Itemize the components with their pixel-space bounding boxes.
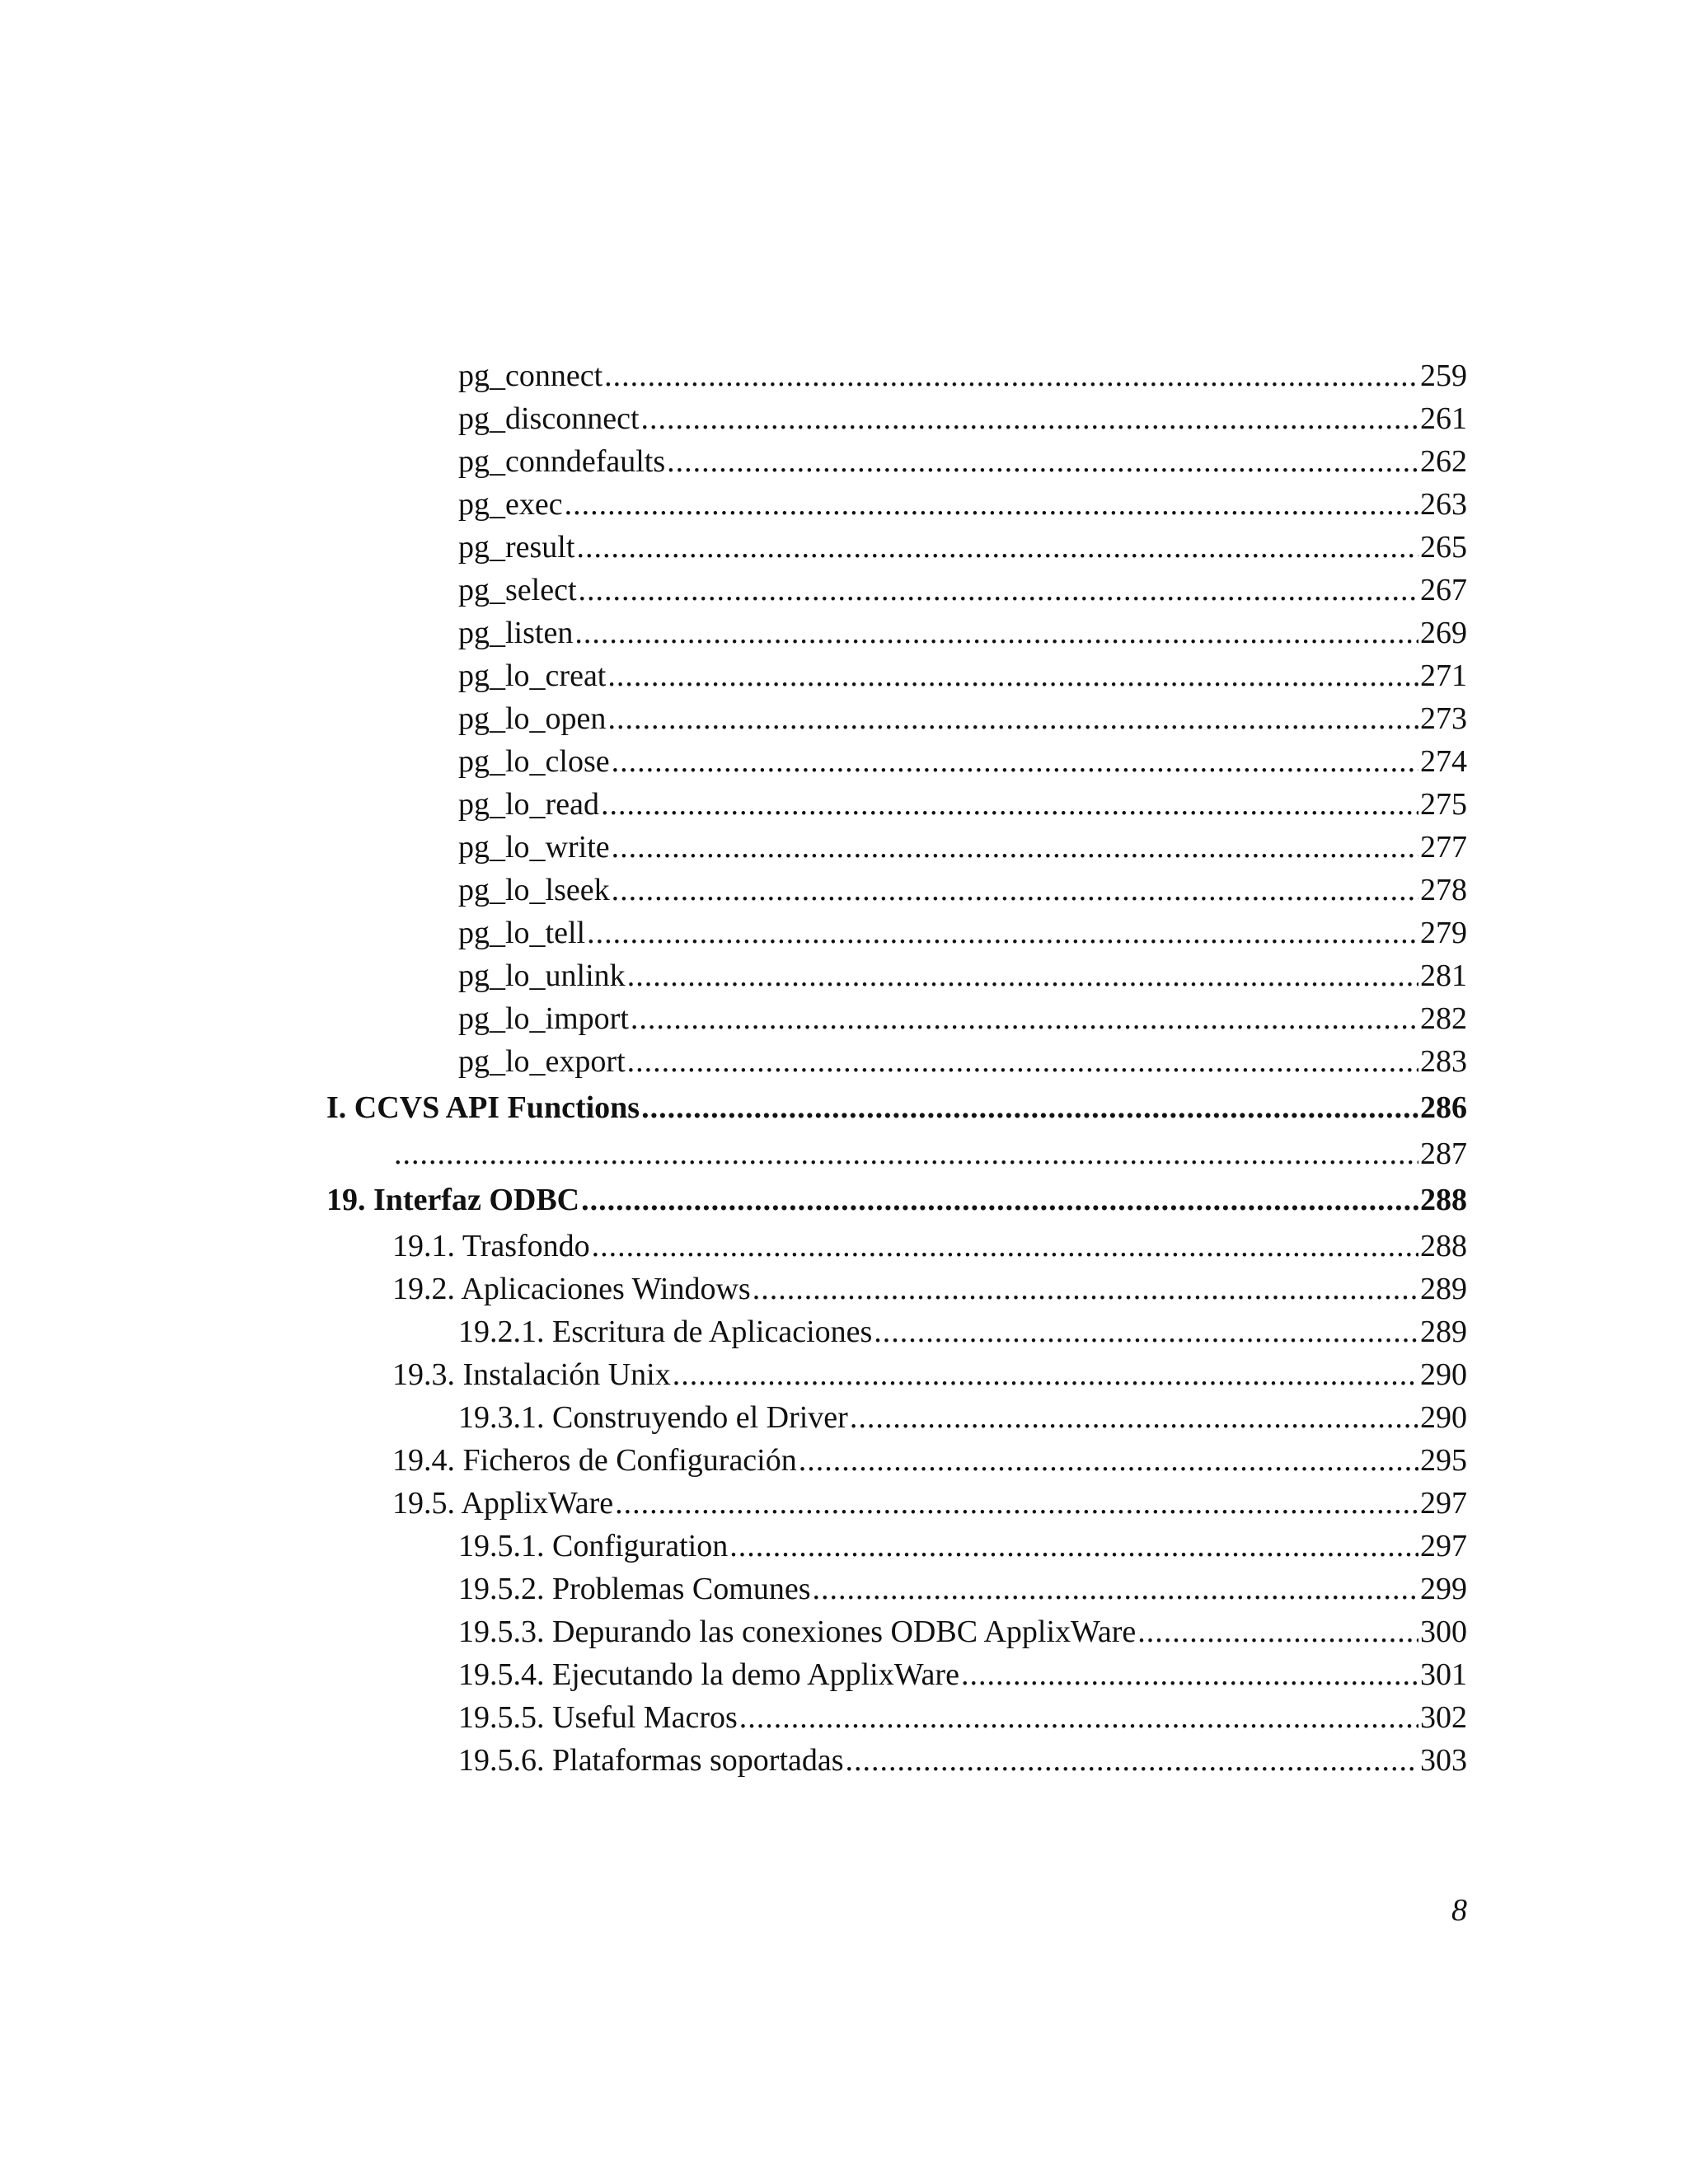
toc-entry-page: 267 <box>1420 573 1467 607</box>
toc-entry-title: pg_disconnect <box>458 401 640 436</box>
toc-entry[interactable] <box>326 1439 1467 1482</box>
toc-entry-title: 19.3.1. Construyendo el Driver <box>458 1400 848 1435</box>
toc-dot-leader <box>812 1568 1418 1610</box>
toc-dot-leader <box>574 612 1418 654</box>
toc-entry-page: 290 <box>1420 1357 1467 1392</box>
toc-entry-page: 262 <box>1420 444 1467 479</box>
toc-dot-leader <box>579 569 1418 612</box>
toc-entry-title: pg_lo_close <box>458 744 610 779</box>
toc-entry-title: pg_exec <box>458 487 563 522</box>
toc-dot-leader <box>607 654 1418 697</box>
toc-entry-page: 283 <box>1420 1044 1467 1079</box>
toc-entry[interactable] <box>326 1175 1467 1225</box>
toc-entry[interactable] <box>326 1396 1467 1439</box>
toc-entry-title: pg_lo_open <box>458 701 607 736</box>
toc-entry[interactable] <box>326 912 1467 954</box>
toc-entry[interactable] <box>326 1653 1467 1696</box>
toc-entry-title: pg_lo_export <box>458 1044 626 1079</box>
table-of-contents <box>326 354 1467 1782</box>
toc-dot-leader <box>581 1175 1418 1225</box>
toc-dot-leader <box>592 1225 1418 1268</box>
toc-entry-page: 261 <box>1420 401 1467 436</box>
toc-entry-page: 287 <box>1420 1137 1467 1171</box>
toc-dot-leader <box>850 1396 1418 1439</box>
toc-entry[interactable] <box>326 569 1467 612</box>
toc-entry-title: 19.5. ApplixWare <box>392 1486 614 1521</box>
toc-dot-leader <box>874 1310 1418 1353</box>
toc-dot-leader <box>587 912 1418 954</box>
toc-dot-leader <box>615 1482 1418 1525</box>
toc-entry-page: 269 <box>1420 616 1467 650</box>
toc-entry-page: 263 <box>1420 487 1467 522</box>
toc-entry[interactable] <box>326 1525 1467 1568</box>
toc-entry[interactable] <box>326 1083 1467 1132</box>
toc-entry-title: I. CCVS API Functions <box>326 1090 640 1125</box>
toc-entry-page: 282 <box>1420 1001 1467 1036</box>
toc-entry[interactable] <box>326 440 1467 483</box>
toc-entry-title: 19.2.1. Escritura de Aplicaciones <box>458 1315 873 1349</box>
toc-dot-leader <box>394 1132 1418 1175</box>
toc-dot-leader <box>627 954 1418 997</box>
toc-dot-leader <box>961 1653 1418 1696</box>
toc-dot-leader <box>631 997 1418 1040</box>
toc-entry-page: 273 <box>1420 701 1467 736</box>
toc-entry-title: 19.2. Aplicaciones Windows <box>392 1272 751 1306</box>
toc-dot-leader <box>601 783 1418 826</box>
toc-entry[interactable] <box>326 1610 1467 1653</box>
toc-entry-page: 299 <box>1420 1572 1467 1606</box>
toc-dot-leader <box>1137 1610 1418 1653</box>
toc-entry-page: 274 <box>1420 744 1467 779</box>
toc-entry-title: pg_connect <box>458 359 603 393</box>
toc-entry-page: 295 <box>1420 1443 1467 1478</box>
toc-entry-title: 19.4. Ficheros de Configuración <box>392 1443 797 1478</box>
toc-entry[interactable] <box>326 869 1467 912</box>
toc-entry[interactable] <box>326 997 1467 1040</box>
toc-entry-page: 275 <box>1420 787 1467 822</box>
toc-entry-page: 279 <box>1420 916 1467 950</box>
toc-entry[interactable] <box>326 740 1467 783</box>
toc-entry[interactable] <box>326 1568 1467 1610</box>
toc-entry-title: pg_lo_import <box>458 1001 629 1036</box>
toc-entry-title: pg_conndefaults <box>458 444 666 479</box>
toc-dot-leader <box>641 1083 1418 1132</box>
toc-dot-leader <box>627 1040 1418 1083</box>
toc-entry-title: 19.5.3. Depurando las conexiones ODBC ApplixWare <box>458 1615 1137 1649</box>
toc-entry-title: pg_listen <box>458 616 574 650</box>
toc-entry[interactable] <box>326 826 1467 869</box>
toc-dot-leader <box>729 1525 1418 1568</box>
toc-entry-page: 277 <box>1420 830 1467 865</box>
toc-entry-title: pg_result <box>458 530 575 565</box>
toc-entry-title: pg_lo_write <box>458 830 610 865</box>
toc-entry-title: 19.5.1. Configuration <box>458 1529 729 1563</box>
toc-entry-title: pg_lo_unlink <box>458 958 626 993</box>
toc-dot-leader <box>673 1353 1418 1396</box>
toc-entry-page: 281 <box>1420 958 1467 993</box>
toc-entry[interactable] <box>326 654 1467 697</box>
toc-entry-page: 289 <box>1420 1272 1467 1306</box>
toc-entry-page: 301 <box>1420 1657 1467 1692</box>
toc-entry[interactable] <box>326 354 1467 397</box>
toc-entry-title: 19.5.2. Problemas Comunes <box>458 1572 811 1606</box>
toc-entry[interactable] <box>326 612 1467 654</box>
toc-entry-page: 271 <box>1420 658 1467 693</box>
toc-entry-title: pg_lo_tell <box>458 916 586 950</box>
toc-dot-leader <box>604 354 1418 397</box>
toc-entry-page: 288 <box>1420 1183 1467 1217</box>
toc-entry[interactable] <box>326 1040 1467 1083</box>
toc-entry-title: 19.3. Instalación Unix <box>392 1357 671 1392</box>
toc-entry-title: 19. Interfaz ODBC <box>326 1183 580 1217</box>
toc-entry[interactable] <box>326 1268 1467 1310</box>
toc-entry-title: 19.5.6. Plataformas soportadas <box>458 1743 844 1778</box>
toc-entry[interactable] <box>326 526 1467 569</box>
toc-entry-page: 300 <box>1420 1615 1467 1649</box>
toc-entry-title: pg_select <box>458 573 577 607</box>
toc-entry-title: pg_lo_creat <box>458 658 607 693</box>
toc-entry-page: 303 <box>1420 1743 1467 1778</box>
toc-dot-leader <box>612 740 1418 783</box>
toc-entry[interactable] <box>326 397 1467 440</box>
toc-entry-page: 288 <box>1420 1229 1467 1263</box>
toc-entry[interactable] <box>326 1482 1467 1525</box>
toc-entry-page: 286 <box>1420 1090 1467 1125</box>
toc-entry-page: 290 <box>1420 1400 1467 1435</box>
toc-entry[interactable] <box>326 783 1467 826</box>
toc-entry[interactable] <box>326 1310 1467 1353</box>
toc-entry-page: 297 <box>1420 1529 1467 1563</box>
toc-dot-leader <box>565 483 1418 526</box>
toc-dot-leader <box>607 697 1418 740</box>
toc-entry[interactable] <box>326 1353 1467 1396</box>
toc-dot-leader <box>612 826 1418 869</box>
toc-entry[interactable] <box>326 697 1467 740</box>
toc-entry-page: 265 <box>1420 530 1467 565</box>
toc-entry[interactable] <box>326 1225 1467 1268</box>
toc-entry-title: 19.5.5. Useful Macros <box>458 1700 738 1735</box>
toc-dot-leader <box>667 440 1418 483</box>
toc-entry[interactable] <box>326 1696 1467 1739</box>
toc-dot-leader <box>753 1268 1418 1310</box>
toc-entry-page: 289 <box>1420 1315 1467 1349</box>
toc-dot-leader <box>641 397 1418 440</box>
toc-entry-page: 302 <box>1420 1700 1467 1735</box>
toc-entry-page: 297 <box>1420 1486 1467 1521</box>
toc-dot-leader <box>612 869 1418 912</box>
toc-entry-title: 19.5.4. Ejecutando la demo ApplixWare <box>458 1657 959 1692</box>
toc-entry-page: 259 <box>1420 359 1467 393</box>
toc-entry-title: pg_lo_read <box>458 787 599 822</box>
toc-entry-page: 278 <box>1420 873 1467 907</box>
toc-entry[interactable] <box>326 1132 1467 1175</box>
toc-dot-leader <box>576 526 1418 569</box>
toc-dot-leader <box>739 1696 1418 1739</box>
toc-entry[interactable] <box>326 1739 1467 1782</box>
toc-entry[interactable] <box>326 483 1467 526</box>
page-number: 8 <box>1451 1893 1467 1928</box>
toc-dot-leader <box>846 1739 1418 1782</box>
toc-entry-title: pg_lo_lseek <box>458 873 610 907</box>
toc-entry[interactable] <box>326 954 1467 997</box>
toc-entry-title: 19.1. Trasfondo <box>392 1229 590 1263</box>
toc-dot-leader <box>799 1439 1418 1482</box>
